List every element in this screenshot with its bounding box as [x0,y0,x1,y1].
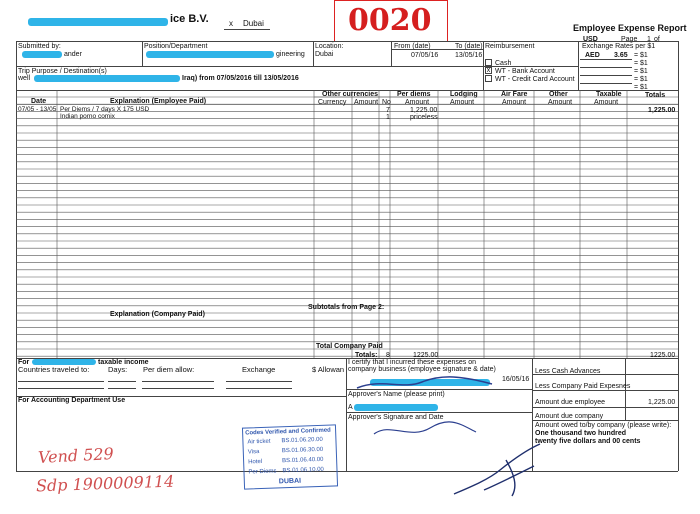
taxable-income-label: taxable income [98,359,149,366]
trip-purpose-head: well [18,75,31,82]
to-date-value: 13/05/16 [455,52,483,59]
position-value: gineering [276,51,305,58]
fx-eq-3: = $1 [634,68,648,75]
currency-label: USD [583,36,598,43]
codes-row-label: Per Diems [248,468,277,476]
trip-purpose-value: Iraq) from 07/05/2016 till 13/05/2016 [182,75,299,82]
col-other-currencies: Other currencies [322,91,379,98]
amount-words-line1: One thousand two hundred [535,430,626,437]
redacted-name [22,51,62,58]
fx-label: Exchange Rates per $1 [582,43,656,50]
codes-row-code: BS.01.06.10.00 [282,466,324,475]
submitted-by-value: ander [64,51,82,58]
company-name: ice B.V. [170,13,209,25]
row1-explanation: Per Diems / 7 days X 175 USD [60,106,150,113]
fx-eq-5: = $1 [634,84,648,91]
per-diem-allow-label: Per diem allow: [143,365,195,374]
page-of-label: of [654,36,660,43]
redacted-position [146,51,274,58]
page-label: Page [621,36,638,43]
col-amount-other2: Amount [548,99,573,106]
page-number: 1 [647,36,651,43]
exchange-label: Exchange [242,365,276,374]
codes-stamp-city: DUBAI [278,477,302,486]
redacted-approver [354,404,438,411]
countries-label: Countries traveled to: [18,365,90,374]
totals-label: Totals: [355,352,378,359]
amount-due-employee-label: Amount due employee [535,399,606,406]
position-label: Position/Department [144,43,208,50]
codes-row-label: Hotel [248,458,263,466]
x-mark: x [229,19,233,28]
company-explanation-label: Explanation (Company Paid) [110,311,205,318]
wt-bank-checkbox[interactable]: x [486,67,491,74]
days-label: Days: [108,365,128,374]
to-date-label: To (date) [455,43,483,50]
less-cash-label: Less Cash Advances [535,368,601,375]
redacted-trip [34,75,180,82]
col-currency: Currency [318,99,347,106]
codes-row-code: BS.01.06.40.00 [282,456,324,465]
row2-no: 1 [386,114,390,121]
header-city: Dubai [243,19,264,28]
handwritten-sdp: Sdp 1900009114 [35,471,175,496]
grand-total: 1225.00 [650,352,676,359]
reimbursement-label: Reimbursement [485,43,535,50]
codes-stamp-title: Codes Verified and Confirmed [245,427,331,437]
for-label: For [18,359,30,366]
manager-signature [448,440,548,500]
amount-words-line2: twenty five dollars and 00 cents [535,438,641,445]
from-date-label: From (date) [394,43,431,50]
col-amount-taxable: Amount [594,99,619,106]
location-value: Dubai [315,51,334,58]
col-lodging: Lodging [450,91,478,98]
trip-purpose-label: Trip Purpose / Destination(s) [18,68,107,75]
row2-amount: priceless [410,114,438,121]
col-taxable: Taxable [596,91,622,98]
totals-amount: 1225.00 [413,352,439,359]
codes-row-code: BS.01.06.20.00 [281,436,323,445]
col-air-fare: Air Fare [501,91,528,98]
wt-credit-label: WT - Credit Card Account [495,76,575,83]
amount-due-employee-value: 1,225.00 [648,399,676,406]
row1-date: 07/05 - 13/05 [18,106,57,113]
stamp-number: 0020 [348,3,432,38]
col-amount-airfare: Amount [502,99,527,106]
certify-line2: company business (employee signature & date) [348,366,496,373]
col-amount-other: Amount [354,99,379,106]
col-amount-lodging: Amount [450,99,475,106]
approver-signature-label: Approver's Signature and Date [348,414,444,421]
subtotals-label: Subtotals from Page 2: [308,304,385,311]
fx-eq-4: = $1 [634,76,648,83]
cash-checkbox[interactable] [485,59,492,66]
handwritten-vendor: Vend 529 [37,444,115,467]
fx-rate: 3.65 [614,52,628,59]
redacted-company [28,18,168,26]
amount-words-label: Amount owed to/by company (please write): [535,422,672,429]
col-date: Date [31,98,47,105]
codes-verified-stamp [242,424,338,489]
cash-label: Cash [495,60,512,67]
row1-amount: 1,225.00 [410,107,438,114]
col-per-diems: Per diems [397,91,431,98]
row2-explanation: Indian porno comix [60,113,115,120]
less-company-label: Less Company Paid Expesnes [535,383,631,390]
report-title: Employee Expense Report [573,23,687,33]
col-totals: Totals [645,92,666,99]
amount-due-company-label: Amount due company [535,413,604,420]
approver-name-label: Approver's Name (please print) [348,391,445,398]
accounting-label: For Accounting Department Use [18,397,126,404]
allowance-label: $ Allowan [312,365,345,374]
col-no: No [382,99,391,106]
wt-credit-checkbox[interactable] [485,75,492,82]
from-date-value: 07/05/16 [411,52,439,59]
approver-initial: A [348,404,353,411]
codes-row-label: Air ticket [247,438,271,446]
fx-eq-2: = $1 [634,60,648,67]
col-other: Other [549,91,568,98]
codes-row-code: BS.01.06.30.00 [281,446,324,455]
wt-bank-label: WT - Bank Account [495,68,555,75]
codes-row-label: Visa [247,449,260,456]
fx-currency: AED [585,52,600,59]
sign-date: 16/05/16 [502,376,530,383]
submitted-by-label: Submitted by: [18,43,61,50]
employee-signature [352,370,502,396]
totals-no: 8 [386,352,390,359]
row1-no: 7 [386,107,390,114]
location-label: Location: [315,43,344,50]
col-amount-perdiem: Amount [405,99,430,106]
row1-total: 1,225.00 [648,107,676,114]
total-company-paid-label: Total Company Paid [316,343,383,350]
certify-line1: I certify that I incurred these expenses on [348,359,477,366]
col-explanation: Explanation (Employee Paid) [110,98,207,105]
fx-eq-1: = $1 [634,52,648,59]
